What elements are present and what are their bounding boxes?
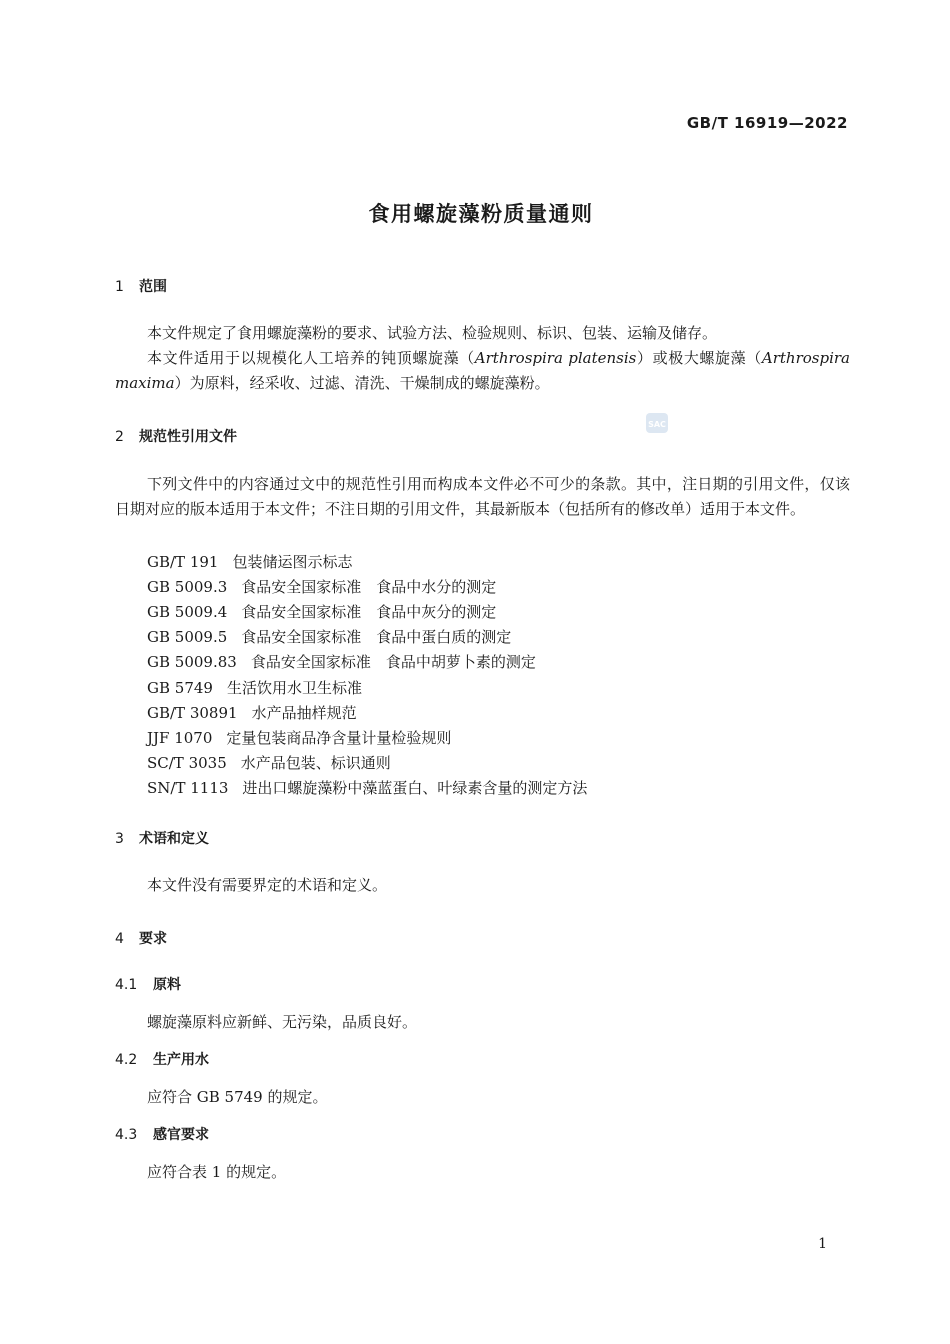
- reference-item: [147, 677, 362, 698]
- reference-item: [147, 727, 451, 748]
- section-title: 规范性引用文件: [139, 429, 237, 445]
- sensory-requirements-paragraph: 应符合表 1 的规定。: [147, 1163, 287, 1181]
- reference-item: [147, 601, 496, 622]
- scope-text: 本文件适用于以规模化人工培养的钝顶螺旋藻（: [147, 349, 475, 367]
- section-title: 范围: [139, 279, 167, 295]
- reference-code: SC/T 3035: [147, 754, 227, 772]
- reference-title: 生活饮用水卫生标准: [226, 679, 362, 697]
- svg-text:SAC: SAC: [648, 420, 666, 429]
- reference-item: [147, 651, 536, 672]
- production-water-paragraph: 应符合 GB 5749 的规定。: [147, 1088, 328, 1106]
- subsection-title: 生产用水: [153, 1052, 209, 1068]
- subsection-title: 感官要求: [153, 1127, 209, 1143]
- reference-code: GB 5009.3: [147, 578, 228, 596]
- reference-title: 食品安全国家标准 食品中蛋白质的测定: [241, 628, 512, 646]
- scope-text: ）为原料，经采收、过滤、清洗、干燥制成的螺旋藻粉。: [174, 374, 550, 392]
- scope-paragraph-2: [115, 346, 850, 396]
- section-number: 1: [115, 279, 124, 295]
- section-2-heading: [115, 426, 237, 446]
- reference-code: GB 5749: [147, 679, 213, 697]
- reference-item: [147, 752, 391, 773]
- reference-title: 水产品抽样规范: [251, 704, 357, 722]
- reference-title: 食品安全国家标准 食品中胡萝卜素的测定: [250, 653, 536, 671]
- section-4-heading: [115, 928, 167, 948]
- standard-number: GB/T 16919—2022: [686, 114, 848, 132]
- subsection-4-1-heading: [115, 974, 181, 994]
- reference-title: 包装储运图示标志: [232, 553, 353, 571]
- reference-code: GB 5009.5: [147, 628, 228, 646]
- section-3-heading: [115, 828, 209, 848]
- reference-code: GB 5009.83: [147, 653, 237, 671]
- raw-material-paragraph: 螺旋藻原料应新鲜、无污染，品质良好。: [147, 1013, 418, 1031]
- reference-code: SN/T 1113: [147, 779, 229, 797]
- subsection-number: 4.2: [115, 1052, 138, 1068]
- subsection-4-3-heading: [115, 1124, 209, 1144]
- reference-item: [147, 576, 496, 597]
- scope-text: ）或极大螺旋藻（: [636, 349, 762, 367]
- reference-title: 食品安全国家标准 食品中水分的测定: [241, 578, 497, 596]
- reference-title: 水产品包装、标识通则: [240, 754, 391, 772]
- sac-watermark-logo: [644, 411, 670, 435]
- reference-code: GB/T 191: [147, 553, 219, 571]
- subsection-4-2-heading: [115, 1049, 209, 1069]
- reference-item: [147, 626, 511, 647]
- section-number: 2: [115, 429, 124, 445]
- normative-references-intro: 下列文件中的内容通过文中的规范性引用而构成本文件必不可少的条款。其中，注日期的引用文件，仅该日期对应的版本适用于本文件；不注日期的引用文件，其最新版本（包括所有的修改单）适用于本文件。: [115, 475, 850, 518]
- subsection-number: 4.1: [115, 977, 138, 993]
- document-title: 食用螺旋藻粉质量通则: [368, 202, 594, 226]
- scope-paragraph-1: 本文件规定了食用螺旋藻粉的要求、试验方法、检验规则、标识、包装、运输及储存。: [147, 324, 718, 342]
- section-title: 要求: [139, 931, 167, 947]
- reference-code: GB 5009.4: [147, 603, 228, 621]
- section-number: 4: [115, 931, 124, 947]
- page-number: 1: [818, 1236, 827, 1252]
- reference-title: 定量包装商品净含量计量检验规则: [226, 729, 452, 747]
- reference-item: [147, 777, 587, 798]
- reference-title: 食品安全国家标准 食品中灰分的测定: [241, 603, 497, 621]
- latin-name-platensis: Arthrospira platensis: [474, 349, 637, 367]
- section-1-heading: [115, 276, 167, 296]
- terms-paragraph: 本文件没有需要界定的术语和定义。: [147, 876, 388, 894]
- reference-item: [147, 702, 357, 723]
- latin-name-maxima: Arthrospira maxima: [115, 349, 850, 392]
- subsection-number: 4.3: [115, 1127, 138, 1143]
- reference-code: JJF 1070: [147, 729, 213, 747]
- section-title: 术语和定义: [139, 831, 209, 847]
- reference-item: [147, 551, 352, 572]
- reference-title: 进出口螺旋藻粉中藻蓝蛋白、叶绿素含量的测定方法: [242, 779, 588, 797]
- section-number: 3: [115, 831, 124, 847]
- reference-code: GB/T 30891: [147, 704, 238, 722]
- subsection-title: 原料: [153, 977, 181, 993]
